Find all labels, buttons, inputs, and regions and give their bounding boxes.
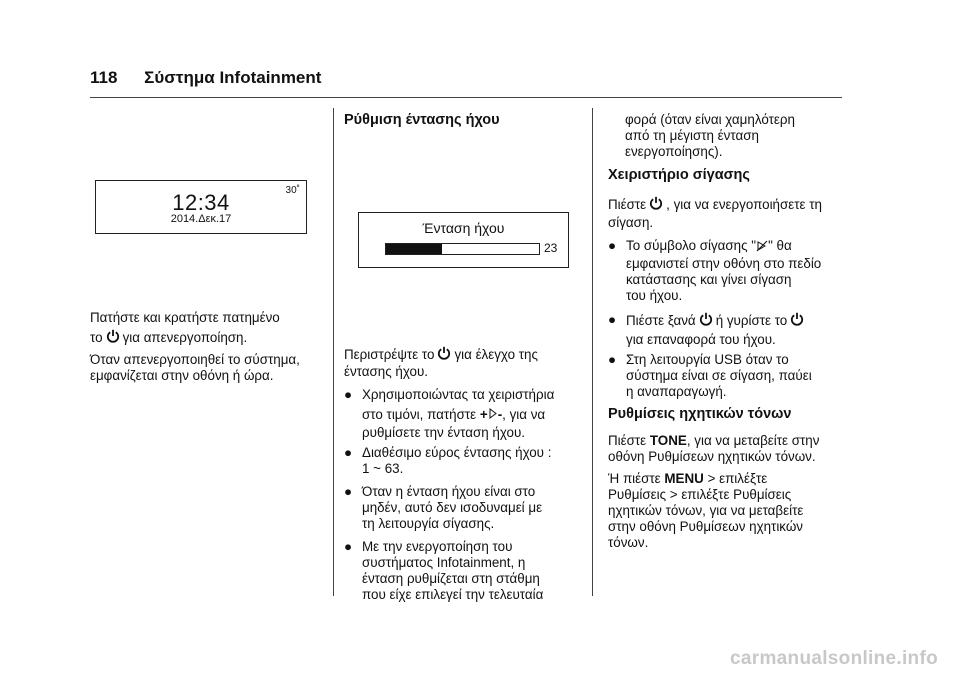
text-span: του ήχου. xyxy=(626,288,683,303)
text-span: " θα xyxy=(768,238,792,253)
text-span: Το σύμβολο σίγασης " xyxy=(626,238,757,253)
text-span: , για να ενεργοποιήσετε τη xyxy=(666,197,822,212)
power-icon xyxy=(790,312,804,326)
bullet-1-line2 xyxy=(362,407,545,423)
mute-icon xyxy=(756,240,768,252)
text-span: κατάστασης και γίνει σίγαση xyxy=(626,272,792,287)
tone-para2-line1 xyxy=(608,471,767,487)
text-span: > επιλέξτε xyxy=(707,471,768,486)
text-span: η αναπαραγωγή. xyxy=(626,384,727,399)
text-span: για έλεγχο της xyxy=(454,347,538,362)
tone-para2-line4: στην οθόνη Ρυθμίσεων ηχητικών xyxy=(608,519,803,534)
left-para1-line2 xyxy=(90,329,247,346)
text-span: που είχε επιλεγεί την τελευταία xyxy=(362,587,544,602)
menu-button-label: MENU xyxy=(664,471,704,486)
bullet-dot: ● xyxy=(608,352,617,367)
clock-time: 12:34 xyxy=(172,190,230,215)
left-para1-line1: Πατήστε και κρατήστε πατημένο xyxy=(90,310,280,325)
text-span: Περιστρέψτε το xyxy=(344,347,435,362)
text-span: Με την ενεργοποίηση του xyxy=(362,539,513,554)
text-span: για επαναφορά του ήχου. xyxy=(626,332,776,347)
right-cont-line2: από τη μέγιστη ένταση xyxy=(625,128,759,143)
volume-bar xyxy=(385,243,540,255)
text-span: Πιέστε xyxy=(608,197,647,212)
column-divider-2 xyxy=(592,108,593,596)
bullet-line xyxy=(626,312,807,329)
clock-display-screen xyxy=(95,180,307,234)
text-span: εμφανιστεί στην οθόνη στο πεδίο xyxy=(626,256,822,271)
text-span: ρυθμίσετε την ένταση ήχου. xyxy=(362,425,525,440)
bullet-dot: ● xyxy=(344,484,353,499)
bullet-dot: ● xyxy=(608,312,617,327)
volume-display-screen xyxy=(358,212,569,268)
power-icon xyxy=(106,329,120,343)
bullet-dot: ● xyxy=(344,539,353,554)
text-span: , για να xyxy=(502,407,546,422)
power-icon xyxy=(437,346,451,360)
tone-button-label: TONE xyxy=(649,433,687,448)
left-para2-line2: εμφανίζεται στην οθόνη ή ώρα. xyxy=(90,368,274,383)
page-header xyxy=(90,68,321,88)
text-span: τη λειτουργία σίγασης. xyxy=(362,516,495,531)
text-span: Πιέστε xyxy=(608,433,647,448)
text-span: Ή πιέστε xyxy=(608,471,661,486)
text-span: σύστημα είναι σε σίγαση, παύει xyxy=(626,368,812,383)
tone-section-heading: Ρυθμίσεις ηχητικών τόνων xyxy=(608,406,792,422)
mute-para-line1 xyxy=(608,196,822,213)
page-number: 118 xyxy=(90,68,118,87)
text-span: στο τιμόνι, πατήστε xyxy=(362,407,477,422)
mid-para-line1 xyxy=(344,346,538,363)
tone-para2-line5: τόνων. xyxy=(608,535,649,550)
plus-symbol: + xyxy=(479,407,488,422)
column-divider-1 xyxy=(333,108,334,596)
tone-para1-line1 xyxy=(608,433,819,449)
clock-temperature: 30˚ xyxy=(285,185,300,196)
right-cont-line3: ενεργοποίησης). xyxy=(625,144,723,159)
volume-title: Ένταση ήχου xyxy=(422,220,505,236)
tone-para1-line2: οθόνη Ρυθμίσεων ηχητικών τόνων. xyxy=(608,449,816,464)
mute-section-heading: Χειριστήριο σίγασης xyxy=(608,167,750,183)
mid-para-line2: έντασης ήχου. xyxy=(344,364,428,379)
text-span: Όταν η ένταση ήχου είναι στο xyxy=(362,484,536,499)
text-span: ή γυρίστε το xyxy=(715,313,788,328)
text-span: Διαθέσιμο εύρος έντασης ήχου : xyxy=(362,445,552,460)
text-span: το xyxy=(90,330,103,345)
clock-date: 2014.Δεκ.17 xyxy=(170,213,232,225)
text-span: 1 ~ 63. xyxy=(362,461,404,476)
volume-rocker-icon xyxy=(489,408,497,419)
volume-bar-fill xyxy=(386,244,442,254)
bullet-dot: ● xyxy=(344,445,353,460)
volume-value: 23 xyxy=(544,241,558,255)
watermark: carmanualsonline.info xyxy=(730,648,938,669)
right-cont-line1: φορά (όταν είναι χαμηλότερη xyxy=(625,112,795,127)
text-span: συστήματος Infotainment, η xyxy=(362,555,526,570)
text-span: μηδέν, αυτό δεν ισοδυναμεί με xyxy=(362,500,543,515)
power-icon xyxy=(699,312,713,326)
text-span: , για να μεταβείτε στην xyxy=(686,433,820,448)
text-span: ένταση ρυθμίζεται στη στάθμη xyxy=(362,571,540,586)
bullet-dot: ● xyxy=(344,387,353,402)
text-span: Στη λειτουργία USB όταν το xyxy=(626,352,789,367)
volume-section-heading: Ρύθμιση έντασης ήχου xyxy=(344,112,500,128)
mute-para-line2: σίγαση. xyxy=(608,215,654,230)
minus-symbol: - xyxy=(497,407,503,422)
bullet-dot: ● xyxy=(608,238,617,253)
text-span: για απενεργοποίηση. xyxy=(122,330,248,345)
bullet-line xyxy=(626,238,792,254)
tone-para2-line2: Ρυθμίσεις > επιλέξτε Ρυθμίσεις xyxy=(608,487,792,502)
power-icon xyxy=(649,196,663,210)
text-span: Χρησιμοποιώντας τα χειριστήρια xyxy=(362,387,555,402)
tone-para2-line3: ηχητικών τόνων, για να μεταβείτε xyxy=(608,503,804,518)
page-title: Σύστημα Infotainment xyxy=(144,68,322,87)
text-span: Πιέστε ξανά xyxy=(626,313,696,328)
header-rule xyxy=(90,97,842,98)
left-para2-line1: Όταν απενεργοποιηθεί το σύστημα, xyxy=(90,352,300,367)
